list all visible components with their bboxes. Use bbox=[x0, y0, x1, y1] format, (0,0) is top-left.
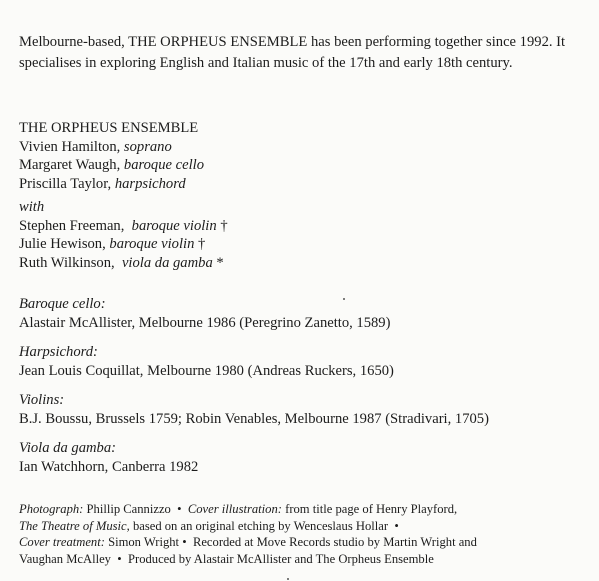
instrument-label: Viola da gamba: bbox=[19, 440, 117, 456]
instrument-label: Baroque cello: bbox=[19, 296, 106, 312]
guest-list bbox=[19, 198, 228, 272]
bullet-separator: • bbox=[182, 535, 187, 550]
guest-heading: with bbox=[19, 199, 45, 215]
instrument-detail: B.J. Boussu, Brussels 1759; Robin Venables, Melbourne 1987 (Stradivari, 1705) bbox=[19, 410, 489, 427]
guest-row: Stephen Freeman, baroque violin † bbox=[19, 217, 228, 234]
instrument-detail: Alastair McAllister, Melbourne 1986 (Peregrino Zanetto, 1589) bbox=[19, 314, 391, 331]
intro-paragraph: Melbourne-based, THE ORPHEUS ENSEMBLE has been performing together since 1992. It specialises in exploring English and Italian music of the 17th and early 18th century. bbox=[19, 34, 566, 71]
instrument-label: Harpsichord: bbox=[19, 344, 98, 360]
guest-row: Julie Hewison, baroque violin † bbox=[19, 236, 206, 252]
ensemble-name: THE ORPHEUS ENSEMBLE bbox=[19, 120, 199, 136]
instrument-entry bbox=[19, 439, 198, 476]
member-row: Margaret Waugh, baroque cello bbox=[19, 157, 204, 173]
speck-mark bbox=[343, 298, 345, 300]
speck-mark bbox=[287, 578, 289, 580]
member-row: Priscilla Taylor, harpsichord bbox=[19, 175, 186, 192]
instrument-entry bbox=[19, 295, 390, 332]
member-row: Vivien Hamilton, soprano bbox=[19, 138, 172, 155]
bullet-separator: • bbox=[394, 518, 399, 533]
ensemble-list bbox=[19, 119, 204, 193]
bullet-separator: • bbox=[117, 551, 122, 566]
instrument-detail: Ian Watchhorn, Canberra 1982 bbox=[19, 458, 199, 475]
bullet-separator: • bbox=[177, 502, 182, 516]
instrument-detail: Jean Louis Coquillat, Melbourne 1980 (Andreas Ruckers, 1650) bbox=[19, 362, 394, 379]
instrument-entry bbox=[19, 391, 489, 428]
instrument-entry bbox=[19, 343, 394, 380]
instrument-label: Violins: bbox=[19, 392, 65, 408]
guest-row: Ruth Wilkinson, viola da gamba * bbox=[19, 254, 224, 271]
production-credits: Photograph: Phillip Cannizzo • Cover illustration: from title page of Henry Playford, The Theatre of Music, based on an original etching by Wenceslaus Hollar • Cover treatment: Simon Wright • Recorded at Move Records studio by Martin Wright and Vaughan McAlley • Produced by Alastair McAllister and The Orpheus Ensemble bbox=[19, 502, 477, 566]
